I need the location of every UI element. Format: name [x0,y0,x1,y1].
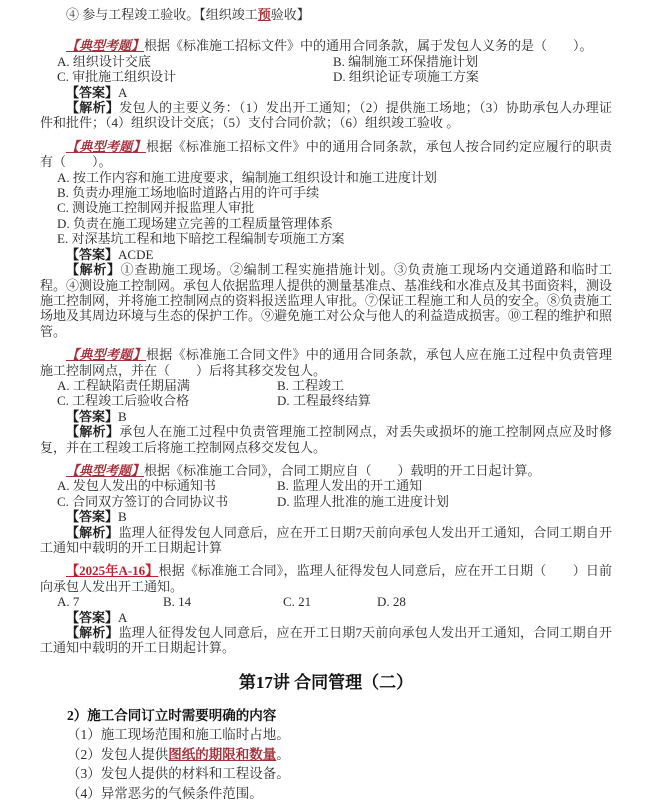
option-c: C. 审批施工组织设计 [57,69,177,85]
analysis-line [40,424,612,455]
option-b: B. 负责办理施工场地临时道路占用的许可手续 [57,185,320,201]
answer-label: 【答案】 [66,609,119,625]
analysis-line [40,100,612,131]
analysis-text: 监理人征得发包人同意后，应在开工日期7天前向承包人发出开工通知，合同工期自开工通知中载明的开工日期起计算 [40,524,612,555]
analysis-label: 【解析】 [66,524,119,540]
answer-label: 【答案】 [66,408,119,424]
answer-label: 【答案】 [66,246,119,262]
list-item-2-pre: （2）发包人提供 [67,746,169,762]
answer-value: B [118,509,127,525]
option-d: D. 负责在施工现场建立完善的工程质量管理体系 [57,215,333,231]
answer-value: ACDE [118,246,154,262]
question-block-2 [40,139,612,339]
list-item-3: （3）发包人提供的材料和工程设备。 [67,766,290,782]
option-a: A. 发包人发出的中标通知书 [57,478,216,494]
option-d: D. 28 [377,594,406,610]
analysis-text: ①查勘施工现场。②编制工程实施措施计划。③负责施工现场内交通道路和临时工程。④测设施工控制网。承包人依据监理人提供的测量基准点、基准线和水准点及其书面资料，测设施工控制网，并将施工控制网点的资料报送监理人审批。⑦保证工程施工和人员的安全。⑧负责施工场地及其周边环境与生态的保护工作。⑨避免施工对公众与他人的利益造成损害。⑩工程的维护和照管。 [40,262,613,339]
answer-line [40,85,612,100]
list-item-1: （1）施工现场范围和施工临时占地。 [67,727,290,743]
option-c: C. 测设施工控制网并报监理人审批 [57,200,255,216]
answer-value: A [118,609,128,625]
option-row [40,393,612,408]
option-d: D. 工程最终结算 [277,393,371,409]
list-item-2-post: 。 [276,746,290,762]
question-stem [40,563,612,594]
option-a: A. 按工作内容和施工进度要求，编制施工组织设计和施工进度计划 [57,169,437,185]
answer-line [40,409,612,424]
option-a: A. 7 [57,594,80,610]
stem-text: 根据《标准施工招标文件》中的通用合同条款，承包人按合同约定应履行的职责有（ ）。 [40,138,612,170]
analysis-line [40,625,612,656]
list-item-4: （4）异常恶劣的气候条件范围。 [67,785,263,801]
question-block-1 [40,38,612,130]
intro-line [40,7,612,22]
analysis-line [40,525,612,556]
analysis-label: 【解析】 [66,625,119,641]
analysis-text: 承包人在施工过程中负责管理施工控制网点，对丢失或损坏的施工控制网点应及时修复，并在工程竣工后将施工控制网点移交发包人。 [40,424,612,455]
intro-text-pre: ④ 参与工程竣工验收。【组织竣工 [66,7,258,22]
answer-label: 【答案】 [66,84,119,100]
option-b: B. 14 [163,594,192,610]
option-a: A. 组织设计交底 [57,53,151,69]
option-row [40,378,612,393]
option-c: C. 21 [283,594,312,610]
option-d: D. 监理人批准的施工进度计划 [277,493,449,509]
analysis-label: 【解析】 [66,424,120,440]
intro-highlight: 预 [257,7,271,22]
typical-question-tag: 【典型考题】 [66,138,146,154]
list-item-2 [40,745,612,765]
option-row [40,494,612,509]
list-item-2-highlight: 图纸的期限和数量 [168,746,277,762]
answer-line [40,247,612,262]
analysis-text: 发包人的主要义务：（1）发出开工通知；（2）提供施工场地；（3）协助承包人办理证件和批件；（4）组织设计交底；（5）支付合同价款；（6）组织竣工验收 。 [40,100,612,131]
intro-text-post: 验收】 [270,7,310,22]
option-b: B. 监理人发出的开工通知 [277,478,423,494]
question-block-2025-a16 [40,563,612,655]
option-a: A. 工程缺陷责任期届满 [57,377,190,393]
option-b: B. 工程竣工 [277,377,345,393]
lecture-section [40,706,612,803]
question-stem [40,347,612,378]
option-row [40,594,612,609]
question-stem [40,139,612,170]
answer-label: 【答案】 [66,509,119,525]
option-b: B. 编制施工环保措施计划 [333,53,479,69]
stem-text: 根据《标准施工合同文件》中的通用合同条款，承包人应在施工过程中负责管理施工控制网点，并在（ ）后将其移交发包人。 [40,347,612,378]
question-stem [40,463,612,478]
typical-question-tag: 【典型考题】 [66,462,145,478]
analysis-label: 【解析】 [66,262,121,278]
stem-text: 根据《标准施工合同》，合同工期应自（ ）载明的开工日起计算。 [144,462,541,478]
stem-text: 根据《标准施工招标文件》中的通用合同条款，属于发包人义务的是（ ）。 [144,38,593,54]
option-row [40,69,612,84]
option-d: D. 组织论证专项施工方案 [333,69,479,85]
analysis-line [40,262,612,339]
lecture-heading: 第17讲 合同管理（二） [238,672,414,692]
section-subheading: 2）施工合同订立时需要明确的内容 [67,707,277,723]
option-row [40,478,612,493]
question-block-3 [40,347,612,455]
option-e: E. 对深基坑工程和地下暗挖工程编制专项施工方案 [57,231,345,247]
answer-value: B [118,408,127,424]
analysis-label: 【解析】 [66,100,120,116]
analysis-text: 监理人征得发包人同意后，应在开工日期7天前向承包人发出开工通知，合同工期自开工通知中载明的开工日期起计算。 [40,625,612,656]
answer-line [40,509,612,524]
question-stem [40,38,612,53]
option-c: C. 合同双方签订的合同协议书 [57,493,229,509]
option-c: C. 工程竣工后验收合格 [57,393,190,409]
option-row [40,54,612,69]
typical-question-tag: 【典型考题】 [66,38,145,54]
typical-question-tag: 【典型考题】 [66,347,146,363]
exam-year-tag: 【2025年A-16】 [66,563,159,579]
answer-value: A [118,84,128,100]
stem-text: 根据《标准施工合同》，监理人征得发包人同意后，应在开工日期（ ）日前向承包人发出开工通知。 [40,563,612,594]
question-block-4 [40,463,612,555]
answer-line [40,610,612,625]
